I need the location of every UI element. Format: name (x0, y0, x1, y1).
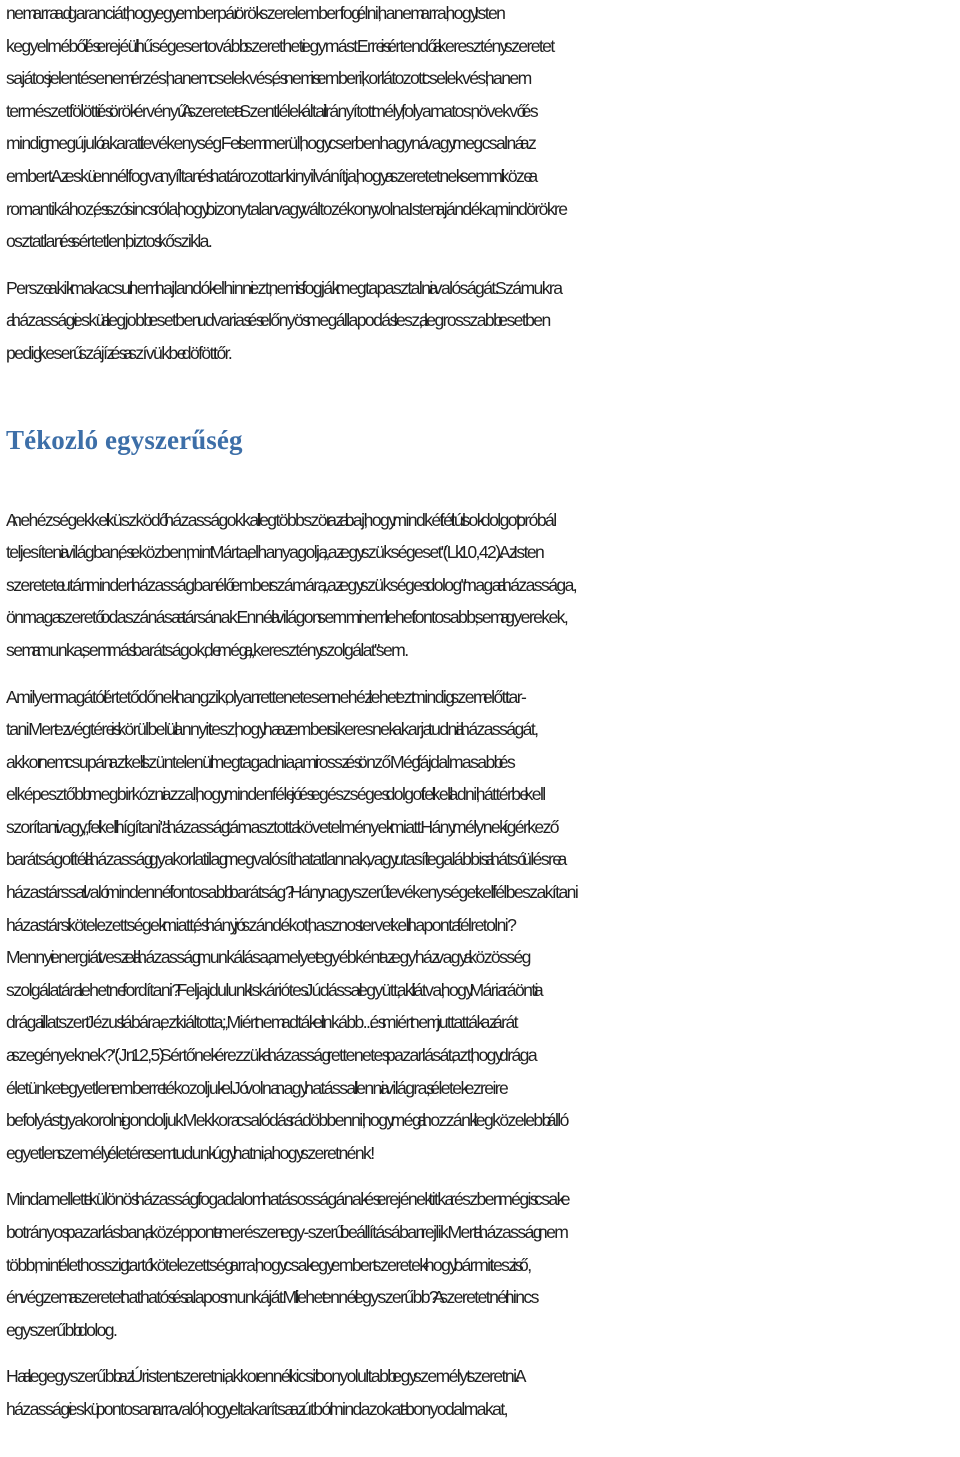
text-line: sem a munka, sem más barátságok, de még a „keresztény szolgálat" sem. (6, 639, 408, 660)
text-line: drága illatszert Jézus lábára, ezt kiáltotta: „Miért nem adták el inkább... és miért nem juttatták az árát (6, 1012, 517, 1033)
text-line: Mennyi energiát vesz el a házasság munkálása, amelyet egyébként az egyház vagy a közösség (6, 947, 530, 968)
paragraph-loving-god (6, 1360, 956, 1425)
text-line: szeretete után minden házasságban élő ember számára „az egy szükséges dolog" maga a házassága, (6, 574, 577, 595)
text-line: Persze akik makacsul nem hajlandók elhinni ezt, nem is fogják megtapasztalni a valóságát. Számukra (6, 277, 562, 298)
paragraph-wasteful-simplicity (6, 1183, 956, 1346)
text-line: romantikához, és szó sincs róla, hogy bizonytalan vagy változékony volna. Isten ajándéka, mindörökre (6, 198, 567, 219)
text-line: embert. Az eskü ennélfogva nyíltan és határozottan kinyilvánítja, hogy a szeretetnek semmi köze a (6, 165, 537, 186)
paragraph-unbelievers (6, 272, 956, 370)
text-line: osztatlan és sértetlen, biztos kőszikla. (6, 231, 212, 252)
text-line: életünket egyetlen emberre tékozoljuk el. Jó volna nagy hatással lenni a világra, s életek ezreire (6, 1077, 508, 1098)
text-line: akkor nem csupán azt kell szüntelenül megtagadnia, ami rossz és önző. Még fájdalmasabb és (6, 751, 515, 772)
text-line: pedig keserű szájíz és a szívükbe döfött tőr. (6, 342, 232, 363)
text-line: a szegényeknek?" (Jn 12,5) Sértőnek érezzük a házasság rettenetes pazarlását, azt, hogy drága (6, 1045, 537, 1066)
document-page (6, 0, 956, 1426)
text-line: egyetlen személy életére sem tudunk úgy hatni, ahogy szeretnénk! (6, 1142, 374, 1163)
text-line: elképesztőbb megbirkózni azzal, hogy mindenféle jó és egészséges dolgot fel kell adni, háttérbe kell (6, 784, 545, 805)
text-line: természetfölötti és örök érvényű A szeretet a Szentlélek által irányított mély, folyamatos, növekvő és (6, 100, 538, 121)
text-line: botrányos pazarlásban, a középpont e merészen egy-szerű beállításában rejlik. Mert a házasság nem (6, 1222, 568, 1242)
section-heading: Tékozló egyszerűség (6, 424, 243, 455)
paragraph-gap (6, 1346, 956, 1360)
text-line: én végzem a szeretet hathatós és alapos munkáját. Mi lehet ennél egyszerűbb? A szeretetnél nincs (6, 1287, 538, 1308)
paragraph-struggling-marriages (6, 504, 956, 667)
text-line: Mindamellett e különös házassági fogadalom hatásosságának és erejének titka részben mégis csak e (6, 1189, 569, 1210)
text-line: tani. Mert ez végtére is körülbelül annyit tesz, hogy ha az ember sikeresnek akarja tudni a házasságát, (6, 719, 538, 740)
text-line: barátságot ítél a házasság gyakorlatilag megvalósíthatatlannak, vagy utasít legalábbis a hátsó ülésre a (6, 849, 566, 870)
text-line: szolgálatára lehetne fordítani? Feljajdulunk Iskáriótes Júdással együtt, aki látva, hogy Mária ráönti a (6, 979, 543, 1000)
text-line: teljesíteni a világban, és eközben, mint Márta, elhanyagolja „az egy szükségeset" (Lk 10,42). Az Isten (6, 542, 544, 563)
paragraph-gap (6, 1169, 956, 1183)
text-line: kegyelméből és erejéül hűségesen tovább szeretheti egymást. Erre is értendő a keresztény szeretet (6, 35, 554, 56)
text-line: önmaga szerető odaszánása a társának. Ennél a világon semmi nem lehet fontosabb, sem a gyerekek, (6, 607, 568, 628)
text-line: befolyást gyakorolni - gondoljuk. Mekkora csalódás rádöbbenni, hogy még a hozzánk legközelebb álló (6, 1110, 568, 1131)
text-line: egyszerűbb dolog. (6, 1319, 117, 1340)
text-line: szorítani vagy „fel kell hígítani" a házasság támasztotta követelmények miatt. Hány mélynek ígérkező (6, 816, 558, 837)
text-line: Ha a legegyszerűbb az Úristent szeretni, akkor ennél kicsit bonyolultabb egy személyt szeretni. A (6, 1366, 525, 1387)
paragraph-gap (6, 258, 956, 272)
text-line: több, mint élethosszig tartó kötelezettség arra, hogy csak egy embert szeretek - hogy bármit tesz is ő, (6, 1254, 531, 1275)
text-line: Amilyen magától értetődőnek hangzik, olyan rettenetesen nehéz lehet ezt mindig szem előtt tar- (6, 686, 526, 707)
text-line: sajátos jelentése: nem érzés, hanem cselekvés, és nem is emberi, korlátozott cselekvés, hanem (6, 68, 531, 89)
text-line: házassági eskü pontosan arra való, hogy eltakarítsa az útból mindazokat a bonyodalmakat, (6, 1398, 507, 1419)
paragraph-gap (6, 667, 956, 681)
text-line: a házassági eskü a legjobb esetben udvarias és előnyös megállapodás lesz, a legrosszabb esetben (6, 310, 550, 331)
text-line: házastárssal való mindennél fontosabb barátság? Hány nagyszerű tevékenységet kell félbeszakítani (6, 882, 578, 903)
paragraph-self-evident (6, 681, 956, 1170)
paragraph-vow-meaning (6, 0, 956, 258)
text-line: mindig megújuló akarati tevékenység. Fel sem merül, hogy cserbenhagyná vagy megcsalná az (6, 133, 536, 154)
text-line: nem arra ad garanciát, hogy egy emberpár örök szerelemben fog élni, hanem arra, hogy Isten (6, 3, 505, 23)
text-line: A nehézségekkel küszködő házasságokkal legtöbbször az a baj, hogy mindkét fél túl sok dolgot próbál (6, 509, 556, 530)
text-line: házastársi kötelezettségek miatt, és hány jó szándékot, hasznos tervet kell naponta félretolni? (6, 914, 516, 935)
